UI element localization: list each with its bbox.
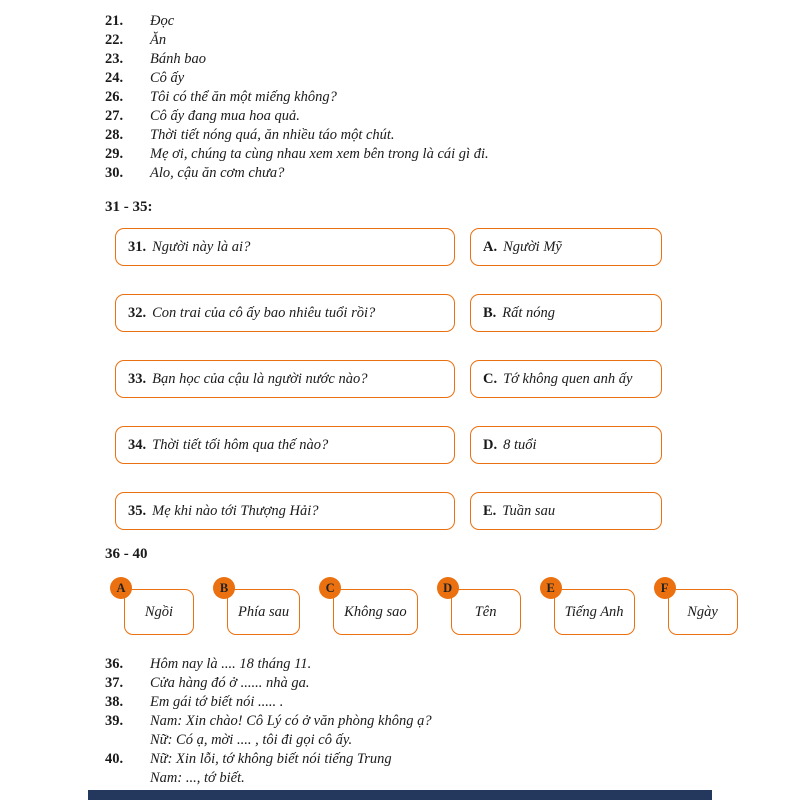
word-bank-item <box>325 580 417 635</box>
matching-row <box>115 228 800 266</box>
answer-box <box>470 294 662 332</box>
fill-blank-list-36-40 <box>105 655 800 788</box>
item-text: Mẹ ơi, chúng ta cùng nhau xem xem bên trong là cái gì đi. <box>150 146 489 162</box>
word-bank-item <box>443 580 521 635</box>
item-number: 40. <box>105 751 124 767</box>
section-header-36-40: 36 - 40 <box>105 546 148 562</box>
answer-text: Rất nóng <box>502 304 556 321</box>
list-item <box>105 693 800 712</box>
word-bank-word: Không sao <box>344 603 407 620</box>
list-item <box>105 712 800 750</box>
answer-box <box>470 492 662 530</box>
word-bank <box>116 580 800 635</box>
answer-box <box>470 426 662 464</box>
answer-letter: D. <box>483 436 498 453</box>
question-text: Bạn học của cậu là người nước nào? <box>152 370 368 387</box>
item-number: 23. <box>105 51 124 67</box>
item-number: 38. <box>105 694 124 710</box>
list-item <box>105 126 800 145</box>
answer-letter: C. <box>483 370 498 387</box>
item-text: Ăn <box>150 32 167 48</box>
answer-text: Tuần sau <box>502 502 556 519</box>
word-bank-word: Ngày <box>687 603 718 620</box>
question-number: 32. <box>128 304 147 321</box>
item-text: Cửa hàng đó ở ...... nhà ga. <box>150 675 310 691</box>
item-number: 36. <box>105 656 124 672</box>
question-number: 31. <box>128 238 147 255</box>
matching-row <box>115 294 800 332</box>
item-text: Hôm nay là .... 18 tháng 11. <box>150 656 312 672</box>
item-number: 24. <box>105 70 124 86</box>
item-text-line2: Nữ: Có ạ, mời .... , tôi đi gọi cô ấy. <box>150 732 353 748</box>
answer-list-21-30 <box>105 0 800 183</box>
item-number: 29. <box>105 146 124 162</box>
item-text: Cô ấy <box>150 70 185 86</box>
item-text-line2: Nam: ..., tớ biết. <box>150 770 245 786</box>
matching-exercise <box>115 228 800 530</box>
item-text-line1: Nam: Xin chào! Cô Lý có ở văn phòng không ạ? <box>150 713 432 729</box>
word-bank-item <box>546 580 635 635</box>
item-number: 37. <box>105 675 124 691</box>
word-bank-word: Tên <box>474 603 497 620</box>
item-text: Alo, cậu ăn cơm chưa? <box>150 165 285 181</box>
item-text: Bánh bao <box>150 51 206 67</box>
question-box <box>115 294 455 332</box>
item-text: Em gái tớ biết nói ..... . <box>150 694 284 710</box>
answer-text: 8 tuổi <box>503 436 537 453</box>
list-item <box>105 674 800 693</box>
matching-row <box>115 426 800 464</box>
list-item <box>105 750 800 788</box>
item-number: 39. <box>105 713 124 729</box>
question-box <box>115 228 455 266</box>
item-text-line1: Nữ: Xin lỗi, tớ không biết nói tiếng Trung <box>150 751 392 767</box>
list-item <box>105 50 800 69</box>
word-bank-item <box>116 580 194 635</box>
item-text: Đọc <box>150 13 175 29</box>
question-text: Người này là ai? <box>152 238 251 255</box>
question-text: Con trai của cô ấy bao nhiêu tuổi rồi? <box>152 304 376 321</box>
option-letter-badge: C <box>319 577 341 599</box>
question-number: 33. <box>128 370 147 387</box>
option-letter-badge: A <box>110 577 132 599</box>
matching-row <box>115 492 800 530</box>
word-bank-word: Ngồi <box>144 603 174 620</box>
answer-text: Tớ không quen anh ấy <box>503 370 633 387</box>
question-number: 34. <box>128 436 147 453</box>
list-item <box>105 88 800 107</box>
word-bank-word: Phía sau <box>238 603 290 620</box>
answer-letter: E. <box>483 502 497 519</box>
question-text: Mẹ khi nào tới Thượng Hải? <box>152 502 319 519</box>
item-number: 27. <box>105 108 124 124</box>
item-number: 22. <box>105 32 124 48</box>
list-item <box>105 655 800 674</box>
list-item <box>105 145 800 164</box>
question-box <box>115 360 455 398</box>
option-letter-badge: F <box>654 577 676 599</box>
footer-bar <box>88 790 712 800</box>
answer-box <box>470 360 662 398</box>
list-item <box>105 31 800 50</box>
item-text: Cô ấy đang mua hoa quả. <box>150 108 300 124</box>
item-number: 21. <box>105 13 124 29</box>
item-number: 26. <box>105 89 124 105</box>
answer-text: Người Mỹ <box>503 238 562 255</box>
answer-letter: A. <box>483 238 498 255</box>
item-number: 28. <box>105 127 124 143</box>
section-header-31-35: 31 - 35: <box>105 199 153 215</box>
option-letter-badge: B <box>213 577 235 599</box>
word-bank-item <box>219 580 300 635</box>
option-letter-badge: E <box>540 577 562 599</box>
word-bank-item <box>660 580 738 635</box>
list-item <box>105 107 800 126</box>
question-box <box>115 426 455 464</box>
item-text: Thời tiết nóng quá, ăn nhiều táo một chút. <box>150 127 395 143</box>
word-bank-word: Tiếng Anh <box>564 603 624 620</box>
option-letter-badge: D <box>437 577 459 599</box>
question-number: 35. <box>128 502 147 519</box>
question-box <box>115 492 455 530</box>
list-item <box>105 164 800 183</box>
question-text: Thời tiết tối hôm qua thế nào? <box>152 436 329 453</box>
item-text: Tôi có thể ăn một miếng không? <box>150 89 337 105</box>
answer-letter: B. <box>483 304 497 321</box>
answer-box <box>470 228 662 266</box>
list-item <box>105 12 800 31</box>
item-number: 30. <box>105 165 124 181</box>
list-item <box>105 69 800 88</box>
matching-row <box>115 360 800 398</box>
